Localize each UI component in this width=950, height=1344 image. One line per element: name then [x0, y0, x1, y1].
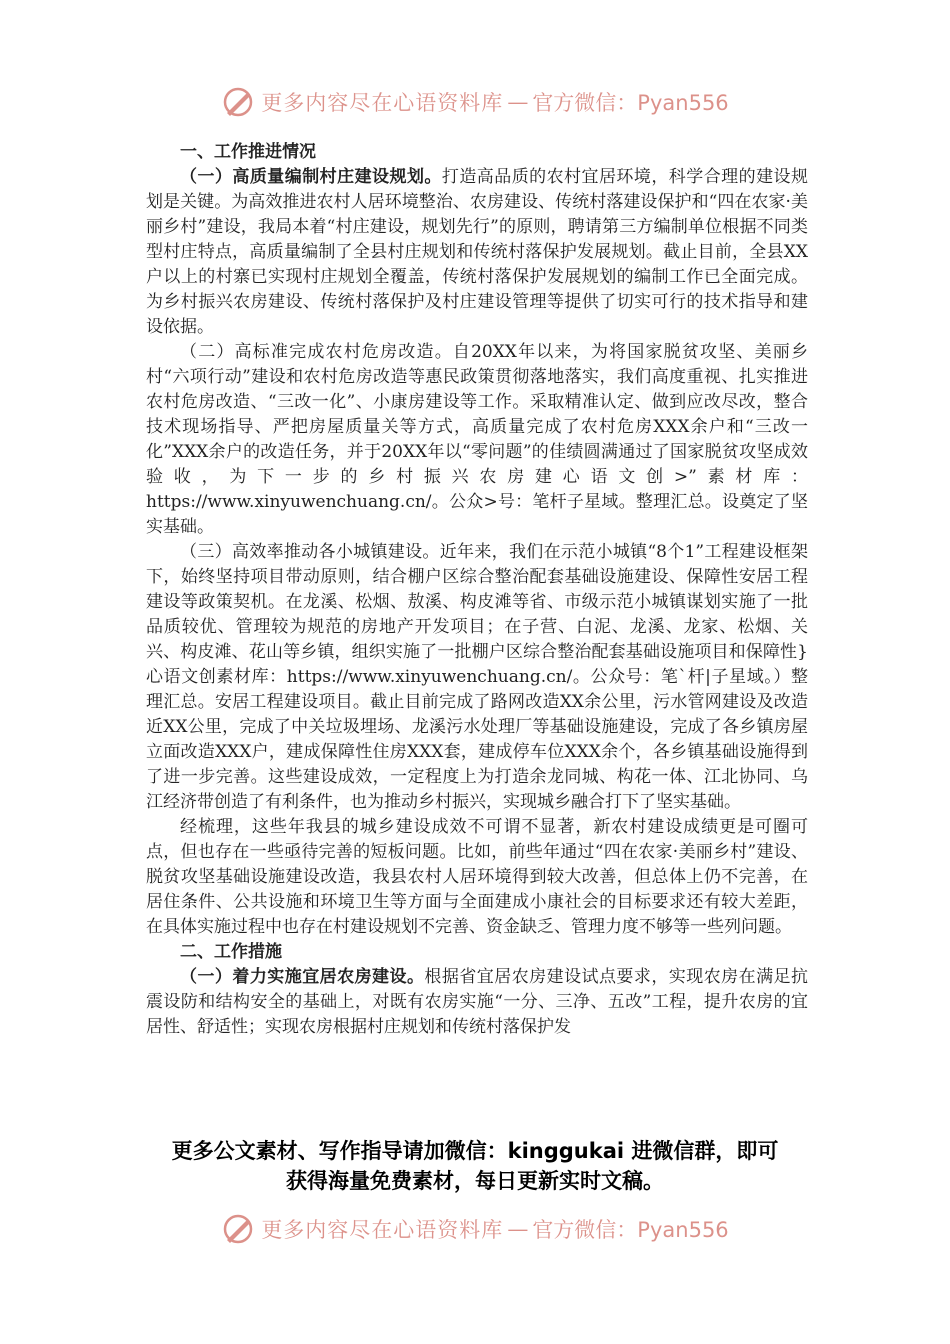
- promo-line-1: 更多公文素材、写作指导请加微信：kinggukai 进微信群，即可: [171, 1139, 779, 1163]
- banner-separator: —: [507, 90, 529, 114]
- pen-logo-icon: [221, 1212, 255, 1246]
- promo-line-2: 获得海量免费素材，每日更新实时文稿。: [286, 1169, 664, 1193]
- paragraph-4: 经梳理，这些年我县的城乡建设成效不可谓不显著，新农村建设成绩更是可圈可点，但也存在一些亟待完善的短板问题。比如，前些年通过“四在农家·美丽乡村”建设、脱贫攻坚基础设施建设改造，我县农村人居环境得到较大改善，但总体上仍不完善，在居住条件、公共设施和环境卫生等方面与全面建成小康社会的目标要求还有较大差距，在具体实施过程中也存在村建设规划不完善、资金缺乏、管理力度不够等一些列问题。: [146, 817, 808, 937]
- document-body: [146, 140, 808, 1040]
- banner-title: 更多内容尽在心语资料库: [261, 1218, 504, 1242]
- section-heading-1: 一、工作推进情况: [180, 142, 316, 162]
- banner-title: 更多内容尽在心语资料库: [261, 91, 504, 115]
- banner-wechat: 官方微信：Pyan556: [532, 1218, 729, 1242]
- section-heading-2: 二、工作措施: [180, 942, 282, 962]
- header-banner: [0, 82, 950, 122]
- paragraph-5: [146, 965, 808, 1040]
- paragraph-3: （三）高效率推动各小城镇建设。近年来，我们在示范小城镇“8个1”工程建设框架下，始终坚持项目带动原则，结合棚户区综合整治配套基础设施建设、保障性安居工程建设等政策契机。在龙溪、松烟、敖溪、构皮滩等省、市级示范小城镇谋划实施了一批品质较优、管理较为规范的房地产开发项目；在子营、白泥、龙溪、龙家、松烟、关兴、构皮滩、花山等乡镇，组织实施了一批棚户区综合整治配套基础设施项目和保障性}心语文创素材库：https://www.xinyuwenchuang.cn/。公众号：笔`杆|子星域。）整理汇总。安居工程建设项目。截止目前完成了路网改造XX余公里，污水管网建设及改造近XX公里，完成了中关垃圾埋场、龙溪污水处理厂等基础设施建设，完成了各乡镇房屋立面改造XXX户，建成保障性住房XXX套，建成停车位XXX余个，各乡镇基础设施得到了进一步完善。这些建设成效，一定程度上为打造余龙同城、构花一体、江北协同、乌江经济带创造了有利条件，也为推动乡村振兴，实现城乡融合打下了坚实基础。: [146, 542, 808, 812]
- pen-logo-icon: [221, 85, 255, 119]
- paragraph-1-body: 打造高品质的农村宜居环境，科学合理的建设规划是关键。为高效推进农村人居环境整治、农房建设、传统村落建设保护和“四在农家·美丽乡村”建设，我局本着“村庄建设，规划先行”的原则，聘请第三方编制单位根据不同类型村庄特点，高质量编制了全县村庄规划和传统村落保护发展规划。截止目前，全县XX户以上的村寨已实现村庄规划全覆盖，传统村落保护发展规划的编制工作已全面完成。为乡村振兴农房建设、传统村落保护及村庄建设管理等提供了切实可行的技术指导和建设依据。: [146, 167, 809, 337]
- paragraph-2: （二）高标准完成农村危房改造。自20XX年以来，为将国家脱贫攻坚、美丽乡村“六项行动”建设和农村危房改造等惠民政策贯彻落地落实，我们高度重视、扎实推进农村危房改造、“三改一化”、小康房建设等工作。采取精准认定、做到应改尽改，整合技术现场指导、严把房屋质量关等方式，高质量完成了农村危房XXX余户和“三改一化”XXX余户的改造任务，并于20XX年以“零问题”的佳绩圆满通过了国家脱贫攻坚成效验收，为下一步的乡村振兴农房建心语文创>”素材库：https://www.xinyuwenchuang.cn/。公众>号：笔杆子星域。整理汇总。设奠定了坚实基础。: [146, 342, 808, 537]
- paragraph-5-lead: （一）着力实施宜居农房建设。: [180, 967, 425, 987]
- paragraph-5-body: 根据省宜居农房建设试点要求，实现农房在满足抗震设防和结构安全的基础上，对既有农房实施“一分、三净、五改”工程，提升农房的宜居性、舒适性；实现农房根据村庄规划和传统村落保护发: [146, 967, 809, 1037]
- paragraph-1: [146, 165, 808, 340]
- footer-banner: [0, 1209, 950, 1249]
- paragraph-1-lead: （一）高质量编制村庄建设规划。: [180, 167, 442, 187]
- promo-notice: [0, 1136, 950, 1196]
- banner-wechat: 官方微信：Pyan556: [532, 91, 729, 115]
- banner-separator: —: [507, 1217, 529, 1241]
